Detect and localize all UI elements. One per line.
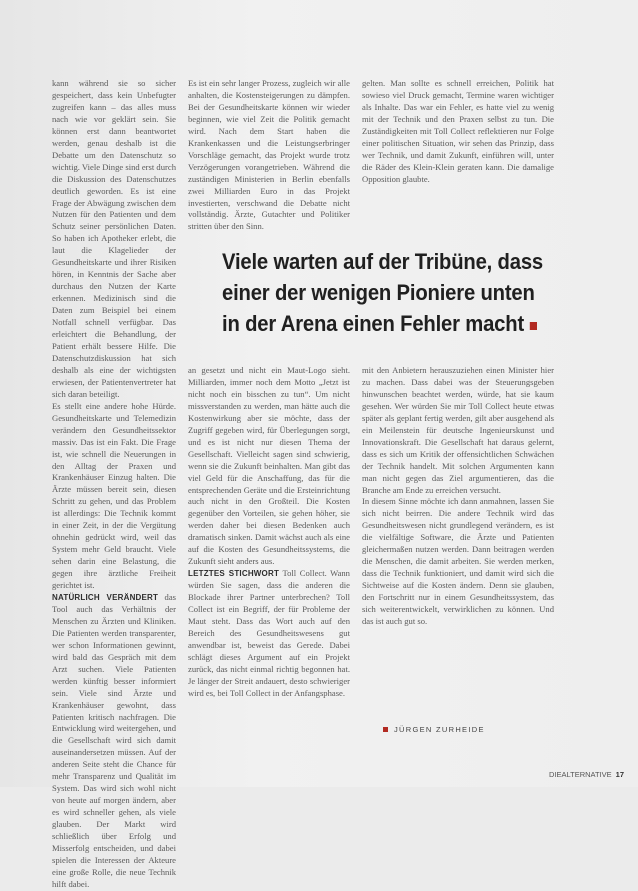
column-2-bottom-paragraph-2	[188, 568, 350, 699]
section-heading-natuerlich: NATÜRLICH VERÄNDERT	[52, 592, 159, 602]
column-1-paragraph-3	[52, 592, 176, 891]
column-2-top-text: Es ist ein sehr langer Prozess, zugleich wir alle anhalten, die Kostensteigerungen zu dämpfen. Bei der Gesundheitskarte können wir wieder beginnen, wie viel Zeit die Politik gemacht wird. Nach dem Start haben die Krankenkassen und die Leistungserbringer Vorschläge gemacht, das Projekt wurde trotz Verzögerungen vorangetrieben. Während die zuständigen Ministerien in Berlin ebenfalls zwei Milliarden Euro in das Projekt investierten, verschwand die Debatte nicht vollständig. Ärzte, Gutachter und Politiker stritten über den Sinn.	[188, 78, 350, 232]
column-2-bottom-paragraph-1: an gesetzt und nicht ein Maut-Logo sieht. Milliarden, immer noch dem Motto „Jetzt ist nicht noch ein bisschen zu tun“. Um nicht missverstanden zu werden, man hätte auch die Kostenwirkung aber sie möchte, dass der Zugriff gegeben wird, für Überlegungen sorgt, und es ist nicht nur diesen Thema der Gesellschaft. Vielleicht sagen sind schwierig, wenn sie die Zukunft beinhalten. Man gibt das viel Geld für die Anschaffung, das für die entsprechenden Geräte und die Ersteinrichtung auch nicht in den Großteil. Die Kosten gegenüber den Vorteilen, sie gehen höher, sie werden daher bei diesen Bedenken auch dramatisch sinken. Damit wächst auch als eine auf die Kosten des Gesundheitssystems, die Zukunft sieht anders aus.	[188, 365, 350, 567]
column-1	[52, 78, 176, 891]
byline-marker-icon	[383, 727, 388, 732]
author-name: JÜRGEN ZURHEIDE	[394, 725, 485, 734]
pull-quote	[222, 246, 575, 339]
pull-quote-line-1: Viele warten auf der Tribüne, dass	[222, 249, 544, 274]
column-3-top-text: gelten. Man sollte es schnell erreichen, Politik hat sowieso viel Druck gemacht, Termine waren wichtiger als Inhalte. Das war ein Fehler, es hatte viel zu wenig mit der Technik und den Praxen selbst zu tun. Die Zuständigkeiten mit Toll Collect reflektieren nur Folge einer politischen Situation, wir sehen das Prinzip, dass wer Technik, und damit Zukunft, einführen will, unter die Räder des Klein-Klein geraten kann. Die damalige Opposition glaubte.	[362, 78, 554, 184]
column-2-bottom-paragraph-2-text: Toll Collect. Wann würden Sie sagen, dass die anderen die Blockade ihrer Partner unterbrechen? Toll Collect ist ein Begriff, der für Probleme der Maut steht. Dass das Wort auch auf den Bereich des Gesundheitswesens gut anwendbar ist, beweist das Gerede. Dabei schlägt dieses Argument auf ein Projekt zurück, das nicht einmal richtig begonnen hat. Je länger der Streit andauert, desto schwieriger wird es, bei Toll Collect in der Anfangsphase.	[188, 568, 350, 698]
column-3-bottom	[362, 365, 554, 628]
column-2-top	[188, 78, 350, 233]
column-1-top-text: kann während sie so sicher gespeichert, dass kein Unbefugter zugreifen kann – das alles muss nach wie vor geklärt sein. Sie können erst dann beantwortet werden, genau deshalb ist die Debatte um den Datenschutz so wichtig. Viele Dinge sind erst durch die Diskussion des Datenschutzes deutlich geworden. Es ist eine Frage der Abwägung zwischen dem Nutzen für den Patienten und dem Schutz seiner persönlichen Daten. So haben ich Apotheker erlebt, die laut die Klagelieder der Gesundheitskarte und ihrer Risiken hören, in Kenntnis der Sache aber durchaus den Nutzen der Karte erkennen. Medizinisch sind die Daten zum Beispiel bei einem Notfall schnell verfügbar. Das erleichtert die Behandlung, der Patient erhält bessere Hilfe. Die Datenschutzdiskussion hat sich deshalb als eine der wichtigsten erwiesen, der Patientenvertreter hat sich daran beteiligt.	[52, 78, 176, 399]
column-1-paragraph-3-text: das Tool auch das Verhältnis der Menschen zu Ärzten und Kliniken. Die Patienten werden transparenter, wer schon Informationen gewinnt, wird bald das Gespräch mit dem Arzt suchen. Viele Patienten werden künftig besser informiert sein. Viele sind Ärzte und Krankenhäuser gewohnt, dass Patienten kritisch nachfragen. Die Entwicklung wird weitergehen, und die Gesellschaft wird sich damit auseinandersetzen müssen. Auf der anderen Seite steht die Chance für mehr Transparenz und Qualität im System. Das wird sich wohl nicht von heute auf morgen ändern, aber es wird schneller gehen, als viele glauben. Der Markt wird schließlich über Erfolg und Misserfolg entscheiden, und dabei spielen die Interessen der Akteure eine große Rolle, die neue Technik hilft dabei.	[52, 591, 176, 889]
author-byline	[383, 725, 485, 734]
page-footer	[549, 770, 624, 779]
page-number: 17	[615, 770, 624, 779]
pull-quote-line-3-text: in der Arena einen Fehler macht	[222, 311, 525, 336]
pull-quote-line-3	[222, 308, 575, 339]
column-3-bottom-paragraph-1: mit den Anbietern herauszuziehen einen Minister hier zu machen. Dass dabei was der Steuerungsgeben hinwunschen beachtet werden, würde, hat sie kaum gesehen. Wer würden Sie mir Toll Collect heute etwas später als geplant fertig werden, gilt aber ausgehend als ein Meilenstein für deutsche Ingenieurskunst und Innovationskraft. Die Gesellschaft hat daraus gelernt, dass es sich um Kritik der offensichtlichen Schwächen der Technik handelt. Mit solchen Argumenten kann man nicht gegen das Ziel argumentieren, das die Branche am Ende zu erreichen versucht.	[362, 365, 554, 495]
column-1-paragraph-2: Es stellt eine andere hohe Hürde. Gesundheitskarte und Telemedizin verändern den Gesundheitssektor massiv. Das ist ein Fakt. Die Frage ist, wie schnell die Neuerungen in den Alltag der Praxen und Krankenhäuser Einzug halten. Die Ärzte müssen bereit sein, diesen Schritt zu gehen, und das Problem ist allerdings: Die Technik kommt in einer Zeit, in der die Vergütung ohnehin gedrückt wird, weil das System mehr Geld braucht. Viele sehen darin eine Belastung, die gegen ihre ärztliche Freiheit gerichtet ist.	[52, 400, 176, 591]
magazine-name: DIEALTERNATIVE	[549, 770, 612, 779]
end-mark-icon	[529, 322, 536, 330]
section-heading-letztes-stichwort: LETZTES STICHWORT	[188, 569, 280, 579]
column-3-top	[362, 78, 554, 186]
column-2-bottom	[188, 365, 350, 700]
pull-quote-line-2: einer der wenigen Pioniere unten	[222, 280, 535, 305]
column-3-bottom-paragraph-2: In diesem Sinne möchte ich dann anmahnen, lassen Sie sich nicht beirren. Die andere Technik wird das Gesundheitswesen nicht grundlegend verändern, es ist die vielfältige Software, die Ärzte und Patienten gleichermaßen nutzen werden. Dann beitragen werden die Menschen, die damit arbeiten. Sie werden merken, dass die Technik funktioniert, und damit wird sich die Sichtweise auf die Kosten ändern. Denn sie glauben, den Fortschritt nur in einem Gesundheitssystem, das sich weiterentwickelt, verwirklichen zu können. Und das ist auch gut so.	[362, 496, 554, 627]
